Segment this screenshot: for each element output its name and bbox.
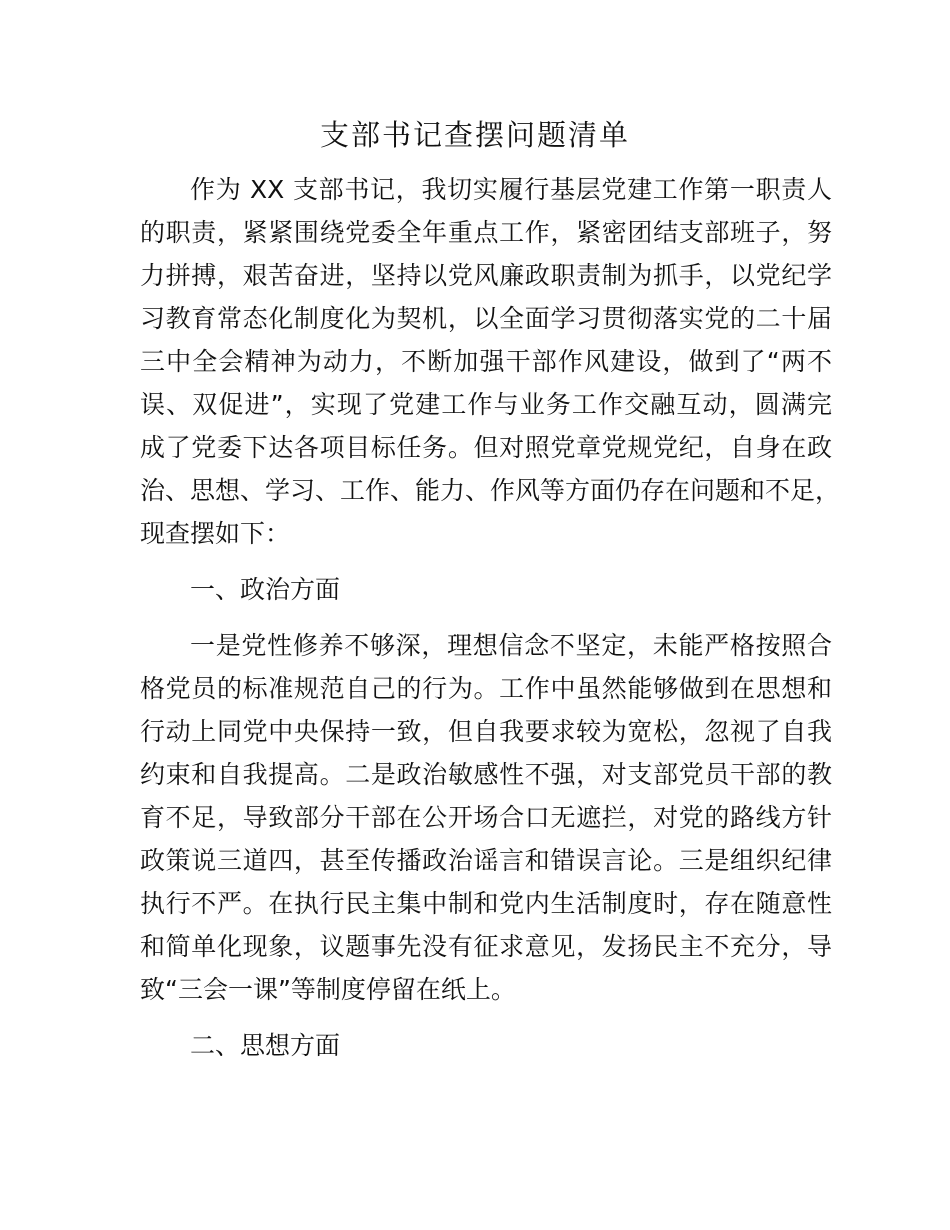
- document-body: [140, 168, 841, 1080]
- document-title: 支部书记查摆问题清单: [319, 118, 630, 152]
- paragraph-line: 格党员的标准规范自己的行为。工作中虽然能够做到在思想和: [140, 674, 832, 703]
- paragraph-line: 一是党性修养不够深，理想信念不坚定，未能严格按照合: [190, 631, 832, 660]
- paragraph-line: 成了党委下达各项目标任务。但对照党章党规党纪，自身在政: [140, 433, 832, 462]
- paragraph-line: 作为 XX 支部书记，我切实履行基层党建工作第一职责人: [190, 175, 832, 204]
- paragraph-line: 执行不严。在执行民主集中制和党内生活制度时，存在随意性: [140, 889, 832, 918]
- paragraph-line: 行动上同党中央保持一致，但自我要求较为宽松，忽视了自我: [140, 717, 832, 746]
- paragraph-line: 政策说三道四，甚至传播政治谣言和错误言论。三是组织纪律: [140, 846, 832, 875]
- paragraph-line: 约束和自我提高。二是政治敏感性不强，对支部党员干部的教: [140, 760, 832, 789]
- paragraph-line: 的职责，紧紧围绕党委全年重点工作，紧密团结支部班子，努: [140, 218, 832, 247]
- paragraph-line: 现查摆如下：: [140, 519, 291, 548]
- paragraph-line: 致“三会一课”等制度停留在纸上。: [140, 975, 516, 1004]
- section-heading: 一、政治方面: [190, 575, 341, 604]
- paragraph-line: 和简单化现象，议题事先没有征求意见，发扬民主不充分，导: [140, 932, 832, 961]
- paragraph-line: 误、双促进”，实现了党建工作与业务工作交融互动，圆满完: [140, 390, 832, 419]
- paragraph: [140, 168, 841, 555]
- section-heading: 二、思想方面: [190, 1031, 341, 1060]
- paragraph: [140, 624, 832, 1011]
- paragraph-line: 力拼搏，艰苦奋进，坚持以党风廉政职责制为抓手，以党纪学: [140, 261, 832, 290]
- paragraph-line: 育不足，导致部分干部在公开场合口无遮拦，对党的路线方针: [140, 803, 832, 832]
- paragraph-line: 三中全会精神为动力，不断加强干部作风建设，做到了“两不: [140, 347, 832, 376]
- paragraph-line: 习教育常态化制度化为契机，以全面学习贯彻落实党的二十届: [140, 304, 832, 333]
- paragraph-line: 治、思想、学习、工作、能力、作风等方面仍存在问题和不足，: [140, 476, 841, 505]
